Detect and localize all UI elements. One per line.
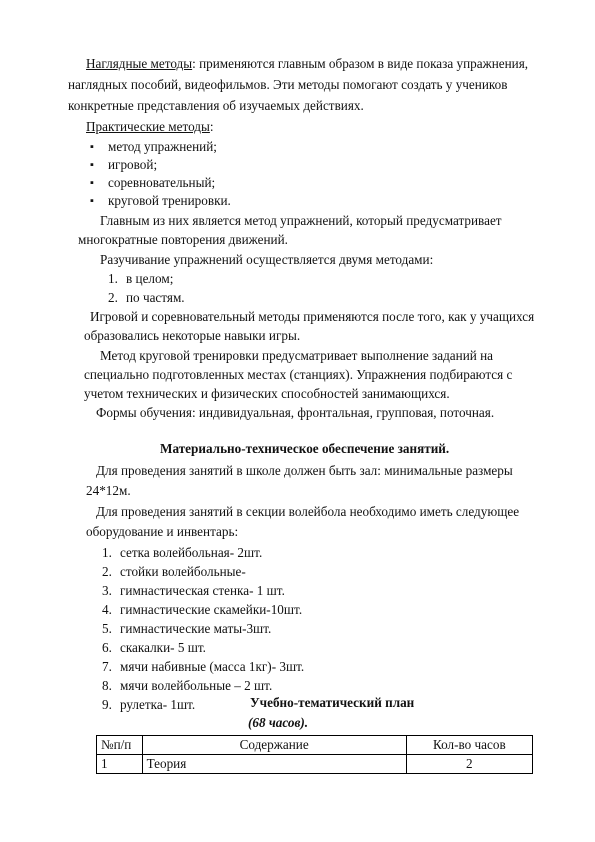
column-header-number: №п/п — [97, 736, 143, 755]
visual-methods-line-1: Наглядные методы: применяются главным образом в виде показа упражнения, — [86, 56, 529, 71]
plan-title: Учебно-тематический план — [250, 695, 415, 710]
visual-methods-line-3: конкретные представления об изучаемых действиях. — [68, 98, 364, 113]
table-header-row — [97, 736, 533, 755]
practical-methods-heading: Практические методы: — [86, 119, 214, 134]
forms-line: Формы обучения: индивидуальная, фронтальная, групповая, поточная. — [96, 405, 495, 420]
plan-table — [96, 735, 533, 774]
plan-subtitle: (68 часов). — [248, 715, 309, 730]
visual-methods-title: Наглядные методы — [86, 56, 193, 71]
list-item: 5. гимнастические маты-3шт. — [102, 621, 272, 636]
bullet-icon: ▪ — [90, 195, 94, 207]
list-item: 2. стойки волейбольные- — [102, 564, 246, 579]
bullet-icon: ▪ — [90, 159, 94, 171]
main-method-line-1: Главным из них является метод упражнений, который предусматривает — [100, 213, 502, 228]
bullet-icon: ▪ — [90, 141, 94, 153]
list-item: ▪ круговой тренировки. — [90, 193, 231, 208]
list-item: 9. рулетка- 1шт. — [102, 697, 196, 712]
visual-methods-line-2: наглядных пособий, видеофильмов. Эти методы помогают создать у учеников — [68, 77, 508, 92]
list-item: ▪ соревновательный; — [90, 175, 216, 190]
list-item: 1. сетка волейбольная- 2шт. — [102, 545, 263, 560]
list-item: 1. в целом; — [108, 271, 174, 286]
list-item: ▪ игровой; — [90, 157, 158, 172]
table-row — [97, 755, 533, 774]
column-header-hours: Кол-во часов — [406, 736, 532, 755]
game-methods-line-1: Игровой и соревновательный методы применяются после того, как у учащихся — [90, 309, 535, 324]
cell-hours: 2 — [406, 755, 532, 774]
list-item: ▪ метод упражнений; — [90, 139, 217, 154]
column-header-content: Содержание — [142, 736, 406, 755]
circuit-line-1: Метод круговой тренировки предусматривает выполнение заданий на — [100, 348, 494, 363]
cell-number: 1 — [97, 755, 143, 774]
practical-methods-title: Практические методы — [86, 119, 210, 134]
list-item: 3. гимнастическая стенка- 1 шт. — [102, 583, 285, 598]
learning-line: Разучивание упражнений осуществляется двумя методами: — [100, 252, 434, 267]
section-line-2: оборудование и инвентарь: — [86, 524, 239, 539]
list-item: 8. мячи волейбольные – 2 шт. — [102, 678, 273, 693]
bullet-icon: ▪ — [90, 177, 94, 189]
hall-line-2: 24*12м. — [86, 483, 131, 498]
list-item: 7. мячи набивные (масса 1кг)- 3шт. — [102, 659, 305, 674]
hall-line-1: Для проведения занятий в школе должен быть зал: минимальные размеры — [96, 463, 513, 478]
material-section-title: Материально-техническое обеспечение занятий. — [160, 441, 450, 456]
list-item: 2. по частям. — [108, 290, 185, 305]
list-item: 4. гимнастические скамейки-10шт. — [102, 602, 303, 617]
section-line-1: Для проведения занятий в секции волейбола необходимо иметь следующее — [96, 504, 520, 519]
game-methods-line-2: образовались некоторые навыки игры. — [84, 328, 301, 343]
list-item: 6. скакалки- 5 шт. — [102, 640, 206, 655]
circuit-line-2: специально подготовленных местах (станциях). Упражнения подбираются с — [84, 367, 513, 382]
main-method-line-2: многократные повторения движений. — [78, 232, 288, 247]
circuit-line-3: учетом технических и физических способностей занимающихся. — [84, 386, 450, 401]
cell-content: Теория — [142, 755, 406, 774]
